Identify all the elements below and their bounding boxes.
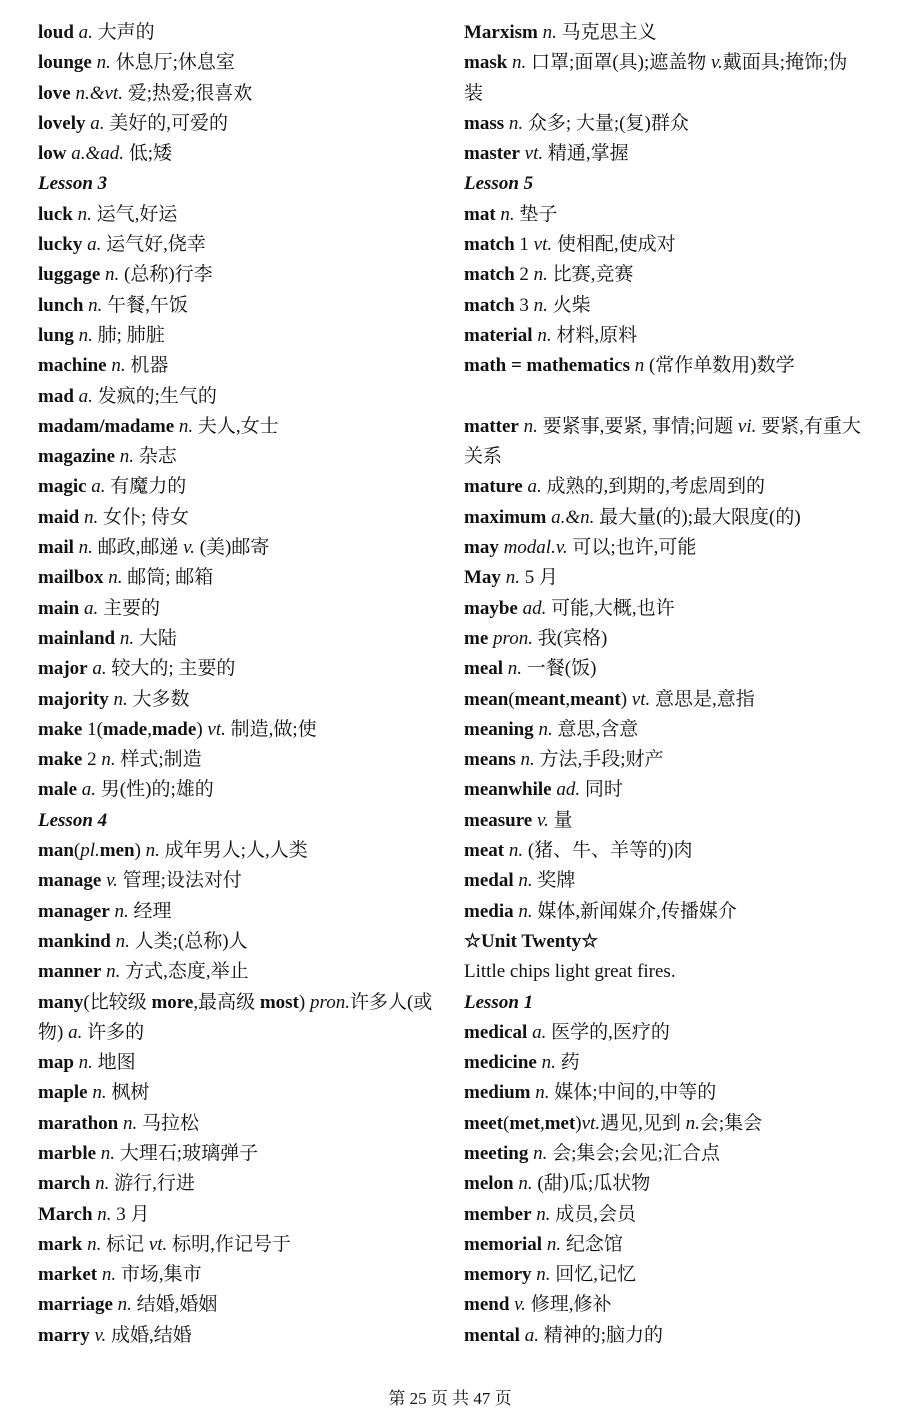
definition: 人类;(总称)人 [134, 930, 248, 952]
definition: 较大的; 主要的 [111, 658, 236, 680]
vocab-entry: match 3 n. 火柴 [464, 294, 591, 316]
headword: marriage [38, 1294, 113, 1316]
headword: manner [38, 961, 102, 983]
part-of-speech: n. [92, 1082, 107, 1104]
headword: memory [464, 1264, 532, 1286]
vocab-entry [38, 927, 438, 957]
unit-heading [464, 927, 864, 957]
vocab-entry [38, 1200, 438, 1230]
vocab-entry [464, 533, 864, 563]
headword: mankind [38, 930, 111, 952]
headword: lung [38, 324, 74, 346]
vocab-entry [38, 18, 438, 48]
definition: 可能,大概,也许 [551, 597, 675, 619]
vocab-entry [38, 563, 438, 593]
part-of-speech: n. [78, 537, 93, 559]
page-footer: 第 25 页 共 47 页 [388, 1389, 512, 1408]
part-of-speech: n. [114, 900, 129, 922]
part-of-speech: a. [83, 597, 99, 619]
definition: 女仆; 侍女 [102, 506, 189, 528]
vocab-entry [464, 321, 864, 351]
part-of-speech: n. [518, 870, 533, 892]
headword: Marxism [464, 22, 538, 43]
part-of-speech: a. [81, 779, 97, 801]
headword: love [38, 82, 71, 104]
unit-proverb [464, 957, 864, 987]
headword: luck [38, 203, 73, 225]
vocab-entry: mask n. 口罩;面罩(具);遮盖物 v.戴面具;掩饰;伪装 [464, 52, 848, 104]
headword: maple [38, 1082, 88, 1104]
vocab-entry: matter n. 要紧事,要紧, 事情;问题 vi. 要紧,有重大关系 [464, 415, 861, 468]
vocab-entry [38, 1290, 438, 1320]
part-of-speech: v. [183, 537, 195, 559]
headword: mark [38, 1233, 83, 1255]
lesson-heading [464, 988, 864, 1018]
part-of-speech: n. [106, 961, 121, 983]
vocab-entry [464, 654, 864, 684]
vocab-entry: meet(met,met)vt.遇见,见到 n.会;集会 [464, 1112, 763, 1134]
headword: meeting [464, 1142, 529, 1164]
headword: luggage [38, 264, 101, 286]
definition: 游行,行进 [114, 1173, 195, 1195]
vocab-entry [464, 472, 864, 502]
vocab-entry [38, 624, 438, 654]
headword: lunch [38, 294, 84, 316]
definition: 奖牌 [537, 870, 576, 892]
headword: male [38, 779, 78, 801]
headword: major [38, 658, 88, 680]
vocab-entry: man(pl.men) n. 成年男人;人,人类 [38, 840, 308, 862]
definition: 运气好,侥幸 [106, 234, 206, 256]
definition: (甜)瓜;瓜状物 [537, 1173, 651, 1195]
part-of-speech: n. [78, 324, 93, 346]
headword: meaning [464, 718, 534, 740]
definition: 男(性)的;雄的 [100, 779, 214, 801]
part-of-speech: n. [518, 900, 533, 922]
vocab-entry [464, 200, 864, 230]
definition: 同时 [584, 779, 623, 801]
definition: 市场,集市 [120, 1264, 202, 1286]
headword: lovely [38, 112, 86, 134]
headword: mad [38, 385, 74, 407]
definition: 有魔力的 [110, 476, 187, 498]
part-of-speech: pron. [493, 627, 533, 649]
definition: 主要的 [102, 597, 160, 619]
vocab-entry [38, 866, 438, 896]
headword: medium [464, 1082, 531, 1104]
part-of-speech: n. [533, 1142, 548, 1164]
headword: March [38, 1203, 93, 1225]
headword: mend [464, 1294, 510, 1316]
headword: maximum [464, 506, 547, 528]
definition: 午餐,午饭 [107, 294, 188, 316]
definition: 低;矮 [128, 143, 173, 165]
headword: machine [38, 355, 107, 377]
part-of-speech: a.&ad. [71, 143, 125, 165]
headword: media [464, 900, 514, 922]
vocab-entry [38, 897, 438, 927]
vocab-entry [38, 139, 438, 169]
definition: 精神的;脑力的 [543, 1324, 663, 1346]
definition: 一餐(饭) [526, 658, 597, 680]
definition: 邮政,邮递 [97, 537, 179, 559]
definition: 杂志 [138, 446, 177, 468]
definition: 大陆 [138, 627, 177, 649]
headword: mental [464, 1324, 520, 1346]
vocab-entry [38, 472, 438, 502]
headword: maid [38, 506, 80, 528]
headword: medal [464, 870, 514, 892]
vocab-entry [464, 139, 864, 169]
vocab-entry [464, 1321, 864, 1351]
part-of-speech: n. [178, 415, 194, 437]
part-of-speech: n. [100, 1142, 116, 1164]
vocab-entry [38, 775, 438, 805]
headword: marry [38, 1324, 90, 1346]
vocab-entry [464, 745, 864, 775]
vocab-entry [464, 806, 864, 836]
definition: 大理石;玻璃弹子 [119, 1142, 259, 1164]
vocab-entry [38, 321, 438, 351]
headword: member [464, 1203, 532, 1225]
headword: mailbox [38, 567, 104, 589]
part-of-speech: a. [91, 476, 106, 498]
lesson-heading [38, 169, 438, 199]
part-of-speech: n. [518, 1173, 533, 1195]
part-of-speech: n. [500, 203, 515, 225]
part-of-speech: v. [514, 1294, 526, 1316]
vocab-entry [38, 291, 438, 321]
definition: 药 [560, 1052, 580, 1074]
vocab-entry [464, 503, 864, 533]
vocab-entry [464, 1078, 864, 1108]
part-of-speech: v. [537, 809, 549, 831]
part-of-speech: n. [83, 506, 99, 528]
part-of-speech: n.&vt. [75, 82, 123, 104]
headword: measure [464, 809, 533, 831]
headword: marble [38, 1142, 97, 1164]
definition: 材料,原料 [556, 324, 638, 346]
part-of-speech: a. [527, 476, 542, 498]
definition: 纪念馆 [565, 1233, 623, 1255]
headword: mail [38, 537, 74, 559]
headword: main [38, 597, 80, 619]
vocab-entry [464, 624, 864, 654]
definition: 可以;也许,可能 [572, 537, 697, 559]
vocab-entry: math = mathematics n (常作单数用)数学 [464, 355, 795, 377]
vocab-entry [464, 866, 864, 896]
part-of-speech: v. [94, 1324, 107, 1346]
vocab-entry [38, 654, 438, 684]
definition: 邮筒; 邮箱 [127, 567, 214, 589]
part-of-speech: n. [508, 840, 524, 862]
definition: 成熟的,到期的,考虑周到的 [546, 476, 766, 498]
headword: mainland [38, 627, 116, 649]
headword: mature [464, 476, 523, 498]
vocab-entry [464, 1169, 864, 1199]
headword: low [38, 143, 67, 165]
definition: 爱;热爱;很喜欢 [127, 82, 253, 104]
headword: May [464, 567, 501, 589]
lesson-title: Lesson 4 [38, 809, 108, 831]
definition: 管理;设法对付 [122, 870, 242, 892]
definition: 美好的,可爱的 [109, 112, 229, 134]
headword: loud [38, 22, 74, 43]
part-of-speech: n. [546, 1233, 562, 1255]
definition: 发疯的;生气的 [97, 385, 217, 407]
unit-title: ☆Unit Twenty☆ [464, 930, 599, 952]
vocab-entry [38, 351, 438, 381]
definition: 媒体;中间的,中等的 [554, 1082, 717, 1104]
part-of-speech: n. [77, 203, 92, 225]
definition: 量 [553, 809, 573, 831]
part-of-speech: a. [532, 1021, 547, 1043]
lesson-heading [38, 806, 438, 836]
definition: 我(宾格) [537, 627, 608, 649]
definition: 标明,作记号于 [172, 1233, 291, 1255]
lesson-heading [464, 169, 864, 199]
definition: 意思,含意 [557, 718, 639, 740]
headword: magazine [38, 446, 116, 468]
part-of-speech: n. [95, 1173, 110, 1195]
vocab-entry: make 2 n. 样式;制造 [38, 749, 202, 771]
part-of-speech: a.&n. [551, 506, 595, 528]
definition: 运气,好运 [96, 203, 178, 225]
headword: majority [38, 688, 109, 710]
headword: manage [38, 870, 102, 892]
lesson-title: Lesson 5 [464, 173, 534, 195]
part-of-speech: a. [87, 234, 102, 256]
vocab-entry [38, 1109, 438, 1139]
vocab-entry [38, 382, 438, 412]
right-column [464, 18, 864, 1351]
part-of-speech: n. [117, 1294, 132, 1316]
definition: 会;集会;会见;汇合点 [552, 1142, 720, 1164]
part-of-speech: ad. [522, 597, 547, 619]
headword: master [464, 143, 520, 165]
part-of-speech: a. [78, 22, 93, 43]
vocab-entry [38, 533, 438, 563]
vocab-entry [464, 1048, 864, 1078]
vocab-entry [38, 1260, 438, 1290]
vocab-entry [464, 836, 864, 866]
headword: may [464, 537, 499, 559]
part-of-speech: n. [113, 688, 128, 710]
definition: 垫子 [519, 203, 558, 225]
headword: memorial [464, 1233, 543, 1255]
part-of-speech: vt. [148, 1233, 168, 1255]
vocab-entry [38, 230, 438, 260]
vocab-entry [38, 1169, 438, 1199]
part-of-speech: n. [122, 1112, 138, 1134]
part-of-speech: n. [101, 1264, 117, 1286]
definition: 方法,手段;财产 [539, 749, 664, 771]
vocab-entry [464, 897, 864, 927]
vocab-entry [464, 1260, 864, 1290]
definition: 成员,会员 [555, 1203, 637, 1225]
definition: (猪、牛、羊等的)肉 [527, 840, 693, 862]
vocab-entry: match 2 n. 比赛,竞赛 [464, 264, 634, 286]
part-of-speech: a. [90, 112, 105, 134]
vocab-entry [38, 503, 438, 533]
part-of-speech: n. [520, 749, 535, 771]
part-of-speech: n. [87, 1233, 102, 1255]
vocab-entry: make 1(made,made) vt. 制造,做;使 [38, 718, 317, 740]
vocab-entry [464, 1018, 864, 1048]
headword: lucky [38, 234, 83, 256]
headword: meanwhile [464, 779, 552, 801]
definition: 医学的,医疗的 [551, 1021, 670, 1043]
vocab-entry [38, 442, 438, 472]
headword: melon [464, 1173, 514, 1195]
headword: means [464, 749, 516, 771]
definition: 修理,修补 [530, 1294, 612, 1316]
part-of-speech: n. [536, 1203, 551, 1225]
part-of-speech: n. [119, 627, 135, 649]
part-of-speech: n. [536, 1264, 551, 1286]
lesson-title: Lesson 1 [464, 991, 534, 1013]
definition: 众多; 大量;(复)群众 [527, 112, 689, 134]
definition: 结婚,婚姻 [136, 1294, 218, 1316]
headword: medicine [464, 1052, 537, 1074]
vocab-entry [38, 109, 438, 139]
part-of-speech: a. [78, 385, 93, 407]
part-of-speech: modal.v. [503, 537, 568, 559]
part-of-speech: a. [524, 1324, 539, 1346]
headword: map [38, 1052, 74, 1074]
vocab-entry [464, 1139, 864, 1169]
lesson-title: Lesson 3 [38, 173, 108, 195]
definition: 5 月 [524, 567, 558, 589]
headword: lounge [38, 52, 92, 74]
headword: market [38, 1264, 98, 1286]
definition: 肺; 肺脏 [97, 324, 165, 346]
headword: material [464, 324, 533, 346]
vocab-entry [464, 563, 864, 593]
headword: magic [38, 476, 87, 498]
definition: 方式,态度,举止 [125, 961, 249, 983]
vocab-entry: mean(meant,meant) vt. 意思是,意指 [464, 688, 755, 710]
definition: 机器 [130, 355, 169, 377]
part-of-speech: n. [538, 718, 553, 740]
part-of-speech: n. [541, 1052, 556, 1074]
definition: 最大量(的);最大限度(的) [599, 506, 801, 528]
part-of-speech: n. [88, 294, 103, 316]
definition: 地图 [97, 1052, 136, 1074]
vocab-entry [464, 775, 864, 805]
vocab-entry [38, 1078, 438, 1108]
headword: me [464, 627, 489, 649]
headword: maybe [464, 597, 518, 619]
vocab-entry [38, 1321, 438, 1351]
definition: 大声的 [97, 22, 155, 43]
part-of-speech: n. [542, 22, 557, 43]
vocab-entry [38, 1048, 438, 1078]
definition: 3 月 [116, 1203, 150, 1225]
headword: madam/madame [38, 415, 175, 437]
definition: 回忆,记忆 [555, 1264, 637, 1286]
definition: (总称)行李 [124, 264, 213, 286]
headword: medical [464, 1021, 528, 1043]
definition: 枫树 [111, 1082, 150, 1104]
part-of-speech: n. [78, 1052, 93, 1074]
definition: 经理 [133, 900, 172, 922]
vocab-entry: match 1 vt. 使相配,使成对 [464, 234, 676, 256]
vocab-entry [464, 1200, 864, 1230]
part-of-speech: n. [115, 930, 130, 952]
definition: 精通,掌握 [547, 143, 629, 165]
vocab-entry [38, 685, 438, 715]
part-of-speech: n. [119, 446, 135, 468]
vocab-entry [38, 79, 438, 109]
blank-line [464, 382, 864, 412]
part-of-speech: ad. [556, 779, 581, 801]
definition: 大多数 [132, 688, 190, 710]
headword: meal [464, 658, 504, 680]
part-of-speech: n. [97, 1203, 112, 1225]
vocab-entry [38, 200, 438, 230]
part-of-speech: vt. [524, 143, 544, 165]
part-of-speech: n. [96, 52, 111, 74]
headword: marathon [38, 1112, 119, 1134]
definition: 休息厅;休息室 [115, 52, 235, 74]
vocab-entry [464, 1290, 864, 1320]
vocab-entry [38, 260, 438, 290]
part-of-speech: a. [92, 658, 107, 680]
definition: 马克思主义 [561, 22, 657, 43]
part-of-speech: n. [505, 567, 520, 589]
vocab-entry [464, 109, 864, 139]
part-of-speech: n. [537, 324, 552, 346]
headword: meat [464, 840, 505, 862]
vocab-entry [38, 1230, 438, 1260]
part-of-speech: n. [105, 264, 120, 286]
part-of-speech: n. [535, 1082, 550, 1104]
definition: 成婚,结婚 [110, 1324, 192, 1346]
left-column [38, 18, 438, 1351]
vocab-entry [464, 18, 864, 48]
part-of-speech: n. [111, 355, 126, 377]
vocab-entry [38, 957, 438, 987]
headword: mat [464, 203, 496, 225]
definition: (美)邮寄 [199, 537, 270, 559]
vocab-entry: many(比较级 more,最高级 most) pron.许多人(或物) a. 许多的 [38, 991, 433, 1043]
vocab-entry [38, 594, 438, 624]
part-of-speech: n. [507, 658, 523, 680]
vocab-entry [464, 715, 864, 745]
proverb-text: Little chips light great fires. [464, 961, 676, 983]
definition: 媒体,新闻媒介,传播媒介 [537, 900, 737, 922]
vocab-entry [38, 48, 438, 78]
vocab-entry [464, 1230, 864, 1260]
part-of-speech: n. [108, 567, 123, 589]
part-of-speech: n. [508, 112, 524, 134]
vocab-entry [38, 412, 438, 442]
vocab-entry [464, 594, 864, 624]
definition: 夫人,女士 [197, 415, 279, 437]
headword: manager [38, 900, 110, 922]
headword: march [38, 1173, 91, 1195]
part-of-speech: v. [106, 870, 118, 892]
vocab-entry [38, 1139, 438, 1169]
definition: 马拉松 [141, 1112, 199, 1134]
headword: mass [464, 112, 505, 134]
definition: 标记 [106, 1233, 145, 1255]
